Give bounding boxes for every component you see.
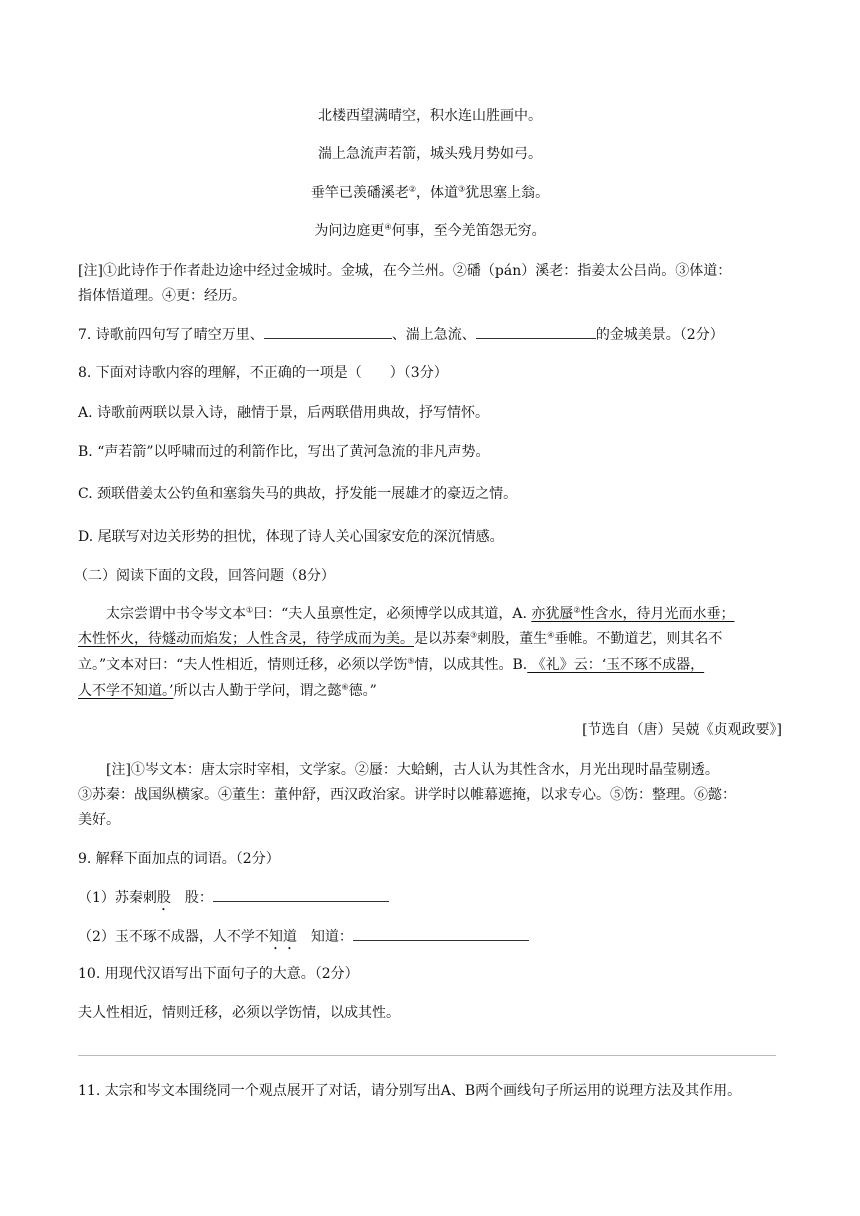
poem-line-3: 垂竿已羡磻溪老②，体道③犹思塞上翁。 — [310, 184, 550, 201]
answer-blank-9-1[interactable] — [213, 887, 389, 902]
question-10-stem: 10. 用现代汉语写出下面句子的大意。（2分） — [78, 966, 359, 982]
poem-line-1: 北楼西望满晴空，积水连山胜画中。 — [318, 108, 542, 124]
underlined-sentence-a: 亦犹蜃②性含水，待月光而水垂； — [531, 605, 735, 622]
source-citation: [节选自（唐）吴兢《贞观政要》] — [582, 722, 782, 738]
answer-blank-7b[interactable] — [476, 324, 596, 339]
option-a: A. 诗歌前两联以景入诗，融情于景，后两联借用典故，抒写情怀。 — [78, 405, 490, 421]
underlined-sentence-b: 《礼》云：‘玉不琢不成器， — [527, 657, 705, 673]
answer-line-10[interactable] — [78, 1055, 776, 1056]
question-7: 7. 诗歌前四句写了晴空万里、 、湍上急流、 的金城美景。（2分） — [78, 324, 724, 345]
section-heading: （二）阅读下面的文段，回答问题（8分） — [74, 568, 335, 584]
passage-note-line-2: ③苏秦：战国纵横家。④董生：董仲舒，西汉政治家。讲学时以帷幕遮掩，以求专心。⑤饬：整理。⑥懿： — [78, 787, 736, 803]
passage-note-line-1: [注]①岑文本：唐太宗时宰相，文学家。②蜃：大蛤蜊，古人认为其性含水，月光出现时晶莹剔透。 — [106, 762, 719, 778]
option-b: B. “声若箭”以呼啸而过的利箭作比，写出了黄河急流的非凡声势。 — [78, 444, 490, 460]
answer-blank-7a[interactable] — [264, 324, 392, 339]
poem-note-line-1: [注]①此诗作于作者赴边途中经过金城时。金城，在今兰州。②磻（pán）溪老：指姜太公吕尚。③体道： — [78, 263, 732, 279]
question-9-item-1: （1）苏秦刺股 股： — [78, 887, 389, 914]
poem-line-4: 为问边庭更④何事，至今羌笛怨无穷。 — [314, 222, 546, 239]
passage-note-line-3: 美好。 — [78, 812, 120, 828]
passage-line-1: 太宗尝谓中书令岑文本①曰：“夫人虽禀性定，必须博学以成其道，A. 亦犹蜃②性含水，待月光而水垂； — [106, 605, 735, 622]
question-11-stem: 11. 太宗和岑文本围绕同一个观点展开了对话，请分别写出A、B两个画线句子所运用的说理方法及其作用。 — [78, 1083, 742, 1099]
poem-line-2: 湍上急流声若箭，城头残月势如弓。 — [318, 146, 542, 162]
option-c: C. 颈联借姜太公钓鱼和塞翁失马的典故，抒发能一展雄才的豪迈之情。 — [78, 486, 518, 502]
question-9-item-2: （2）玉不琢不成器，人不学不知道 知道： — [78, 926, 529, 953]
answer-blank-9-2[interactable] — [353, 926, 529, 941]
question-8-stem: 8. 下面对诗歌内容的理解，不正确的一项是（ ）（3分） — [78, 365, 448, 381]
option-d: D. 尾联写对边关形势的担忧，体现了诗人关心国家安危的深沉情感。 — [78, 529, 504, 545]
poem-note-line-2: 指体悟道理。④更：经历。 — [78, 288, 246, 304]
question-10-sentence: 夫人性相近，情则迁移，必须以学饬情，以成其性。 — [78, 1005, 400, 1021]
passage-line-4: 人不学不知道。’所以古人勤于学问，谓之懿⑥德。” — [78, 682, 377, 699]
passage-line-2: 木性怀火，待燧动而焰发；人性含灵，待学成而为美。是以苏秦③刺股，董生④垂帷。不勤道艺，则其名不 — [78, 630, 723, 647]
passage-line-3: 立。”文本对曰：“夫人性相近，情则迁移，必须以学饬⑤情，以成其性。B. 《礼》云：‘玉不琢不成器， — [78, 656, 705, 673]
question-9-stem: 9. 解释下面加点的词语。（2分） — [78, 851, 280, 867]
